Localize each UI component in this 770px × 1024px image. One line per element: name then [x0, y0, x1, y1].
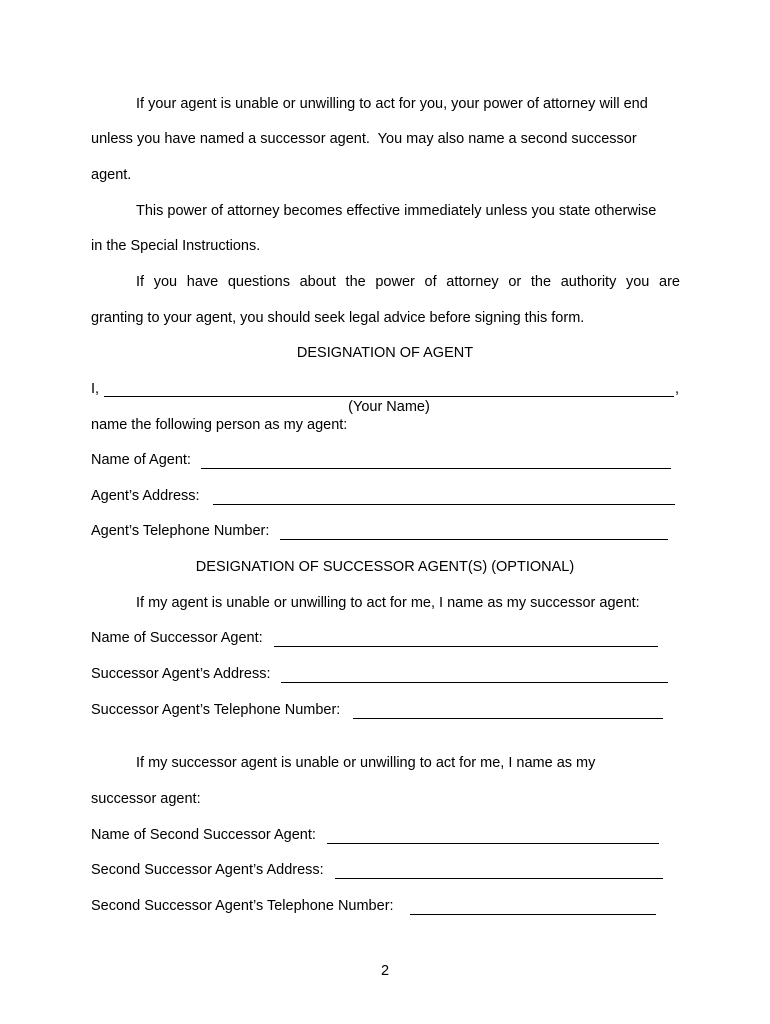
- intro-p1-line2-text: unless you have named a successor agent. You may also name a second successor: [91, 131, 637, 147]
- agent-phone-field[interactable]: [280, 525, 668, 540]
- successor-phone-label: Successor Agent’s Telephone Number:: [91, 702, 341, 718]
- agent-address-field[interactable]: [213, 490, 675, 505]
- agent-name-field[interactable]: [201, 454, 671, 469]
- successor-name-field[interactable]: [274, 632, 658, 647]
- second-successor-phone-field[interactable]: [410, 900, 656, 915]
- intro-p2-line1: This power of attorney becomes effective immediately unless you state otherwise: [136, 203, 657, 219]
- agent-phone-row: [91, 522, 668, 540]
- second-successor-phone-row: [91, 897, 656, 915]
- successor-phone-row: [91, 701, 663, 719]
- successor-name-label: Name of Successor Agent:: [91, 630, 263, 646]
- agent-address-row: [91, 487, 675, 505]
- name-comma: ,: [675, 381, 680, 397]
- second-successor-address-row: [91, 861, 663, 879]
- second-successor-intro-line1: If my successor agent is unable or unwilling to act for me, I name as my: [136, 755, 596, 771]
- page-number: 2: [380, 963, 390, 979]
- intro-p1-line2: [91, 130, 680, 148]
- successor-address-label: Successor Agent’s Address:: [91, 666, 271, 682]
- successor-address-row: [91, 665, 668, 683]
- second-successor-intro-line2: successor agent:: [91, 791, 201, 807]
- name-following-text: name the following person as my agent:: [91, 417, 348, 433]
- second-successor-address-label: Second Successor Agent’s Address:: [91, 862, 324, 878]
- second-successor-name-label: Name of Second Successor Agent:: [91, 827, 316, 843]
- successor-phone-field[interactable]: [353, 704, 663, 719]
- successor-name-row: [91, 629, 658, 647]
- designation-heading: DESIGNATION OF AGENT: [296, 345, 474, 361]
- agent-phone-label: Agent’s Telephone Number:: [91, 523, 270, 539]
- successor-address-field[interactable]: [281, 668, 668, 683]
- your-name-field[interactable]: [104, 396, 674, 397]
- second-successor-name-field[interactable]: [327, 829, 659, 844]
- agent-name-label: Name of Agent:: [91, 452, 191, 468]
- i-prefix: I,: [91, 381, 100, 397]
- intro-p3-line2: granting to your agent, you should seek legal advice before signing this form.: [91, 310, 585, 326]
- agent-name-row: [91, 451, 671, 469]
- intro-p1-line3: agent.: [91, 167, 132, 183]
- intro-p3-line1: If you have questions about the power of attorney or the authority you are: [136, 274, 680, 290]
- agent-address-label: Agent’s Address:: [91, 488, 200, 504]
- second-successor-name-row: [91, 826, 659, 844]
- intro-p1-line1: If your agent is unable or unwilling to act for you, your power of attorney will end: [136, 96, 648, 112]
- successor-heading: DESIGNATION OF SUCCESSOR AGENT(S) (OPTIONAL): [195, 559, 575, 575]
- successor-intro: If my agent is unable or unwilling to act for me, I name as my successor agent:: [136, 595, 640, 611]
- second-successor-phone-label: Second Successor Agent’s Telephone Number:: [91, 898, 394, 914]
- your-name-caption: (Your Name): [348, 399, 430, 415]
- intro-p2-line2: in the Special Instructions.: [91, 238, 261, 254]
- second-successor-address-field[interactable]: [335, 864, 663, 879]
